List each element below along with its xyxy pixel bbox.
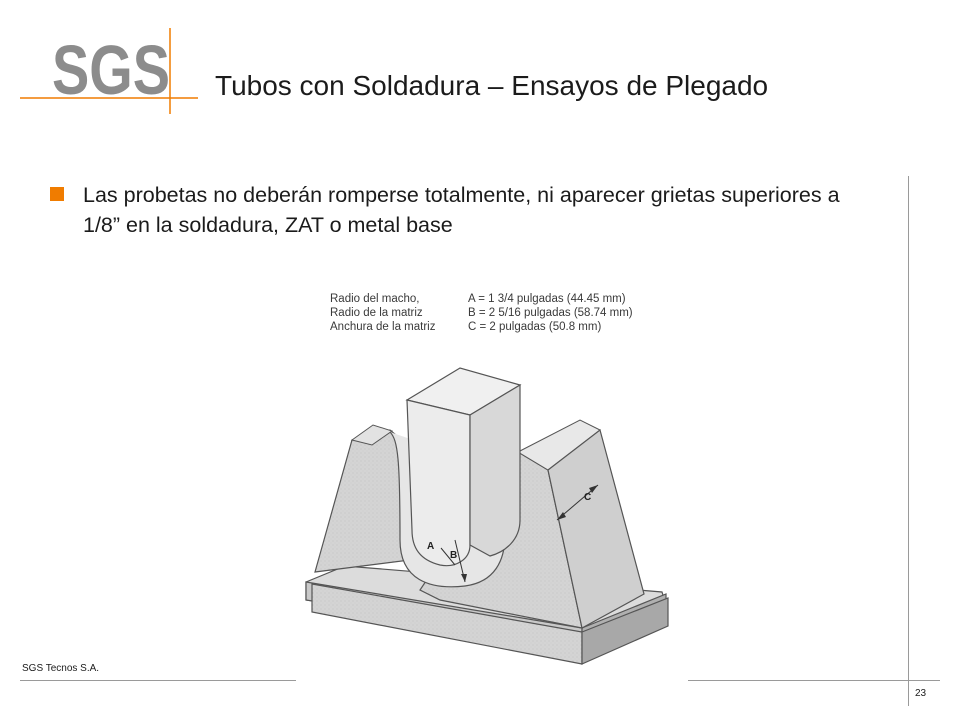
dimension-value: B = 2 5/16 pulgadas (58.74 mm): [468, 307, 633, 320]
dimension-c-letter: C: [584, 492, 592, 503]
bullet-text: Las probetas no deberán romperse totalmente, ni aparecer grietas superiores a 1/8” en la soldadura, ZAT o metal base: [83, 183, 840, 237]
page-number: 23: [915, 688, 927, 699]
footer-rule: [688, 680, 940, 681]
dimension-value: A = 1 3/4 pulgadas (44.45 mm): [468, 293, 626, 305]
square-bullet-icon: [50, 187, 64, 201]
bullet-item: [50, 180, 880, 240]
dimension-value: C = 2 pulgadas (50.8 mm): [468, 321, 602, 334]
footer-company: SGS Tecnos S.A.: [22, 663, 100, 674]
footer-rule: [20, 680, 296, 681]
dimension-b-letter: B: [450, 550, 458, 561]
right-divider: [908, 176, 909, 706]
logo-text: SGS: [52, 31, 170, 109]
dimension-label: Radio del macho,: [330, 293, 420, 305]
dimension-label: Anchura de la matriz: [330, 321, 436, 334]
sgs-logo: [20, 28, 200, 114]
dimension-a-letter: A: [427, 541, 435, 552]
slide-title: Tubos con Soldadura – Ensayos de Plegado: [215, 70, 769, 101]
dimension-label: Radio de la matriz: [330, 307, 423, 320]
bend-test-die-illustration: [300, 280, 690, 680]
